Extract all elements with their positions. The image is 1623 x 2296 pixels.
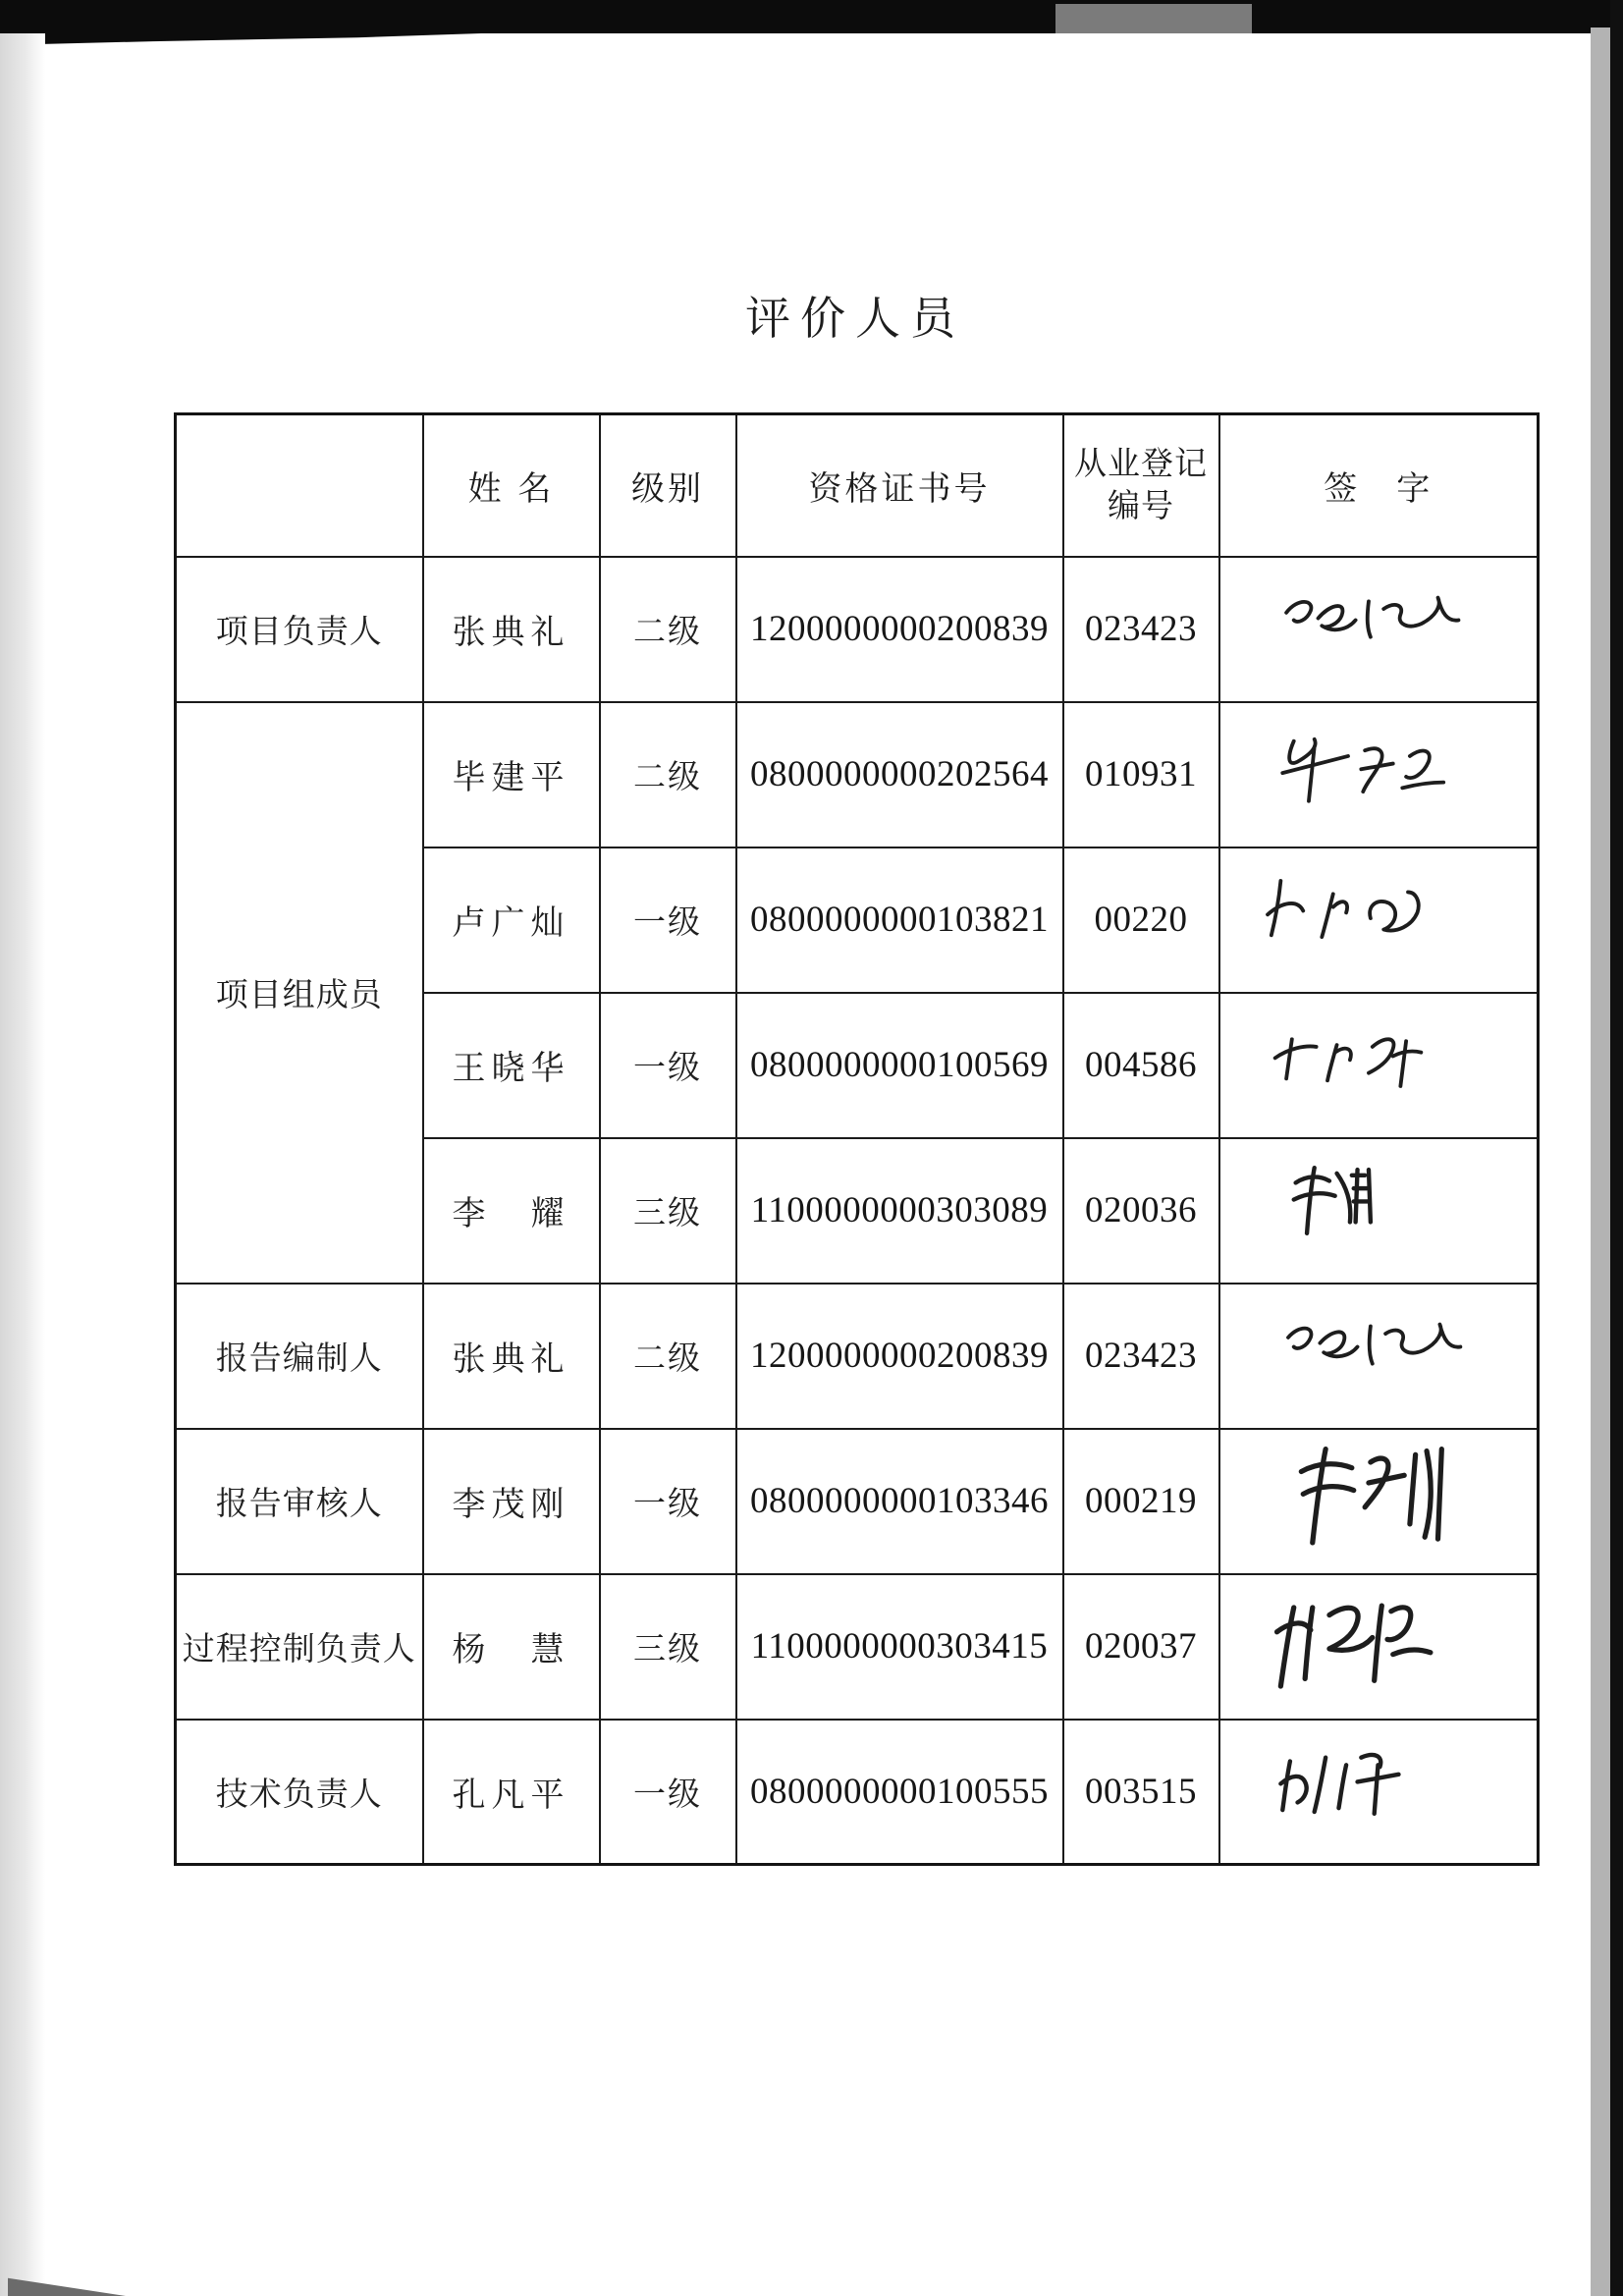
- level-cell: 二级: [600, 557, 736, 702]
- registration-cell: 003515: [1063, 1720, 1219, 1865]
- signature-cell: [1219, 1574, 1539, 1720]
- level-cell: 一级: [600, 993, 736, 1138]
- level-cell: 三级: [600, 1574, 736, 1720]
- signature-cell: [1219, 847, 1539, 993]
- scan-artifact-right-page-edge: [1591, 27, 1610, 2296]
- handwritten-signature: [1228, 999, 1528, 1132]
- name-cell: 卢广灿: [423, 847, 600, 993]
- registration-cell: 000219: [1063, 1429, 1219, 1574]
- certificate-cell: 0800000000100569: [736, 993, 1063, 1138]
- header-registration-line2: 编号: [1108, 486, 1174, 525]
- signature-stroke: [1288, 1324, 1460, 1363]
- level-cell: 一级: [600, 847, 736, 993]
- role-cell: 技术负责人: [176, 1720, 423, 1865]
- signature-cell: [1219, 1138, 1539, 1284]
- name-cell: 毕建平: [423, 702, 600, 847]
- handwritten-signature: [1228, 1144, 1528, 1278]
- signature-stroke: [1286, 597, 1458, 636]
- role-cell: 报告审核人: [176, 1429, 423, 1574]
- signature-cell: [1219, 557, 1539, 702]
- certificate-cell: 1200000000200839: [736, 557, 1063, 702]
- name-cell: 张典礼: [423, 1284, 600, 1429]
- registration-cell: 023423: [1063, 1284, 1219, 1429]
- certificate-cell: 1100000000303089: [736, 1138, 1063, 1284]
- registration-cell: 023423: [1063, 557, 1219, 702]
- table-row: [176, 1284, 1539, 1429]
- registration-cell: 010931: [1063, 702, 1219, 847]
- level-cell: 二级: [600, 1284, 736, 1429]
- signature-cell: [1219, 1429, 1539, 1574]
- name-cell: 张典礼: [423, 557, 600, 702]
- name-cell: 李 耀: [423, 1138, 600, 1284]
- registration-cell: 020036: [1063, 1138, 1219, 1284]
- scan-artifact-right-black-edge: [1610, 0, 1623, 2296]
- name-cell: 王晓华: [423, 993, 600, 1138]
- signature-stroke: [1277, 1606, 1431, 1686]
- signature-stroke: [1281, 1755, 1399, 1814]
- scan-artifact-gray-patch: [1055, 4, 1252, 33]
- header-role: [176, 414, 423, 557]
- certificate-cell: 1100000000303415: [736, 1574, 1063, 1720]
- level-cell: 二级: [600, 702, 736, 847]
- certificate-cell: 0800000000100555: [736, 1720, 1063, 1865]
- signature-stroke: [1275, 1039, 1422, 1086]
- signature-stroke: [1268, 880, 1419, 936]
- table-row: [176, 1429, 1539, 1574]
- header-level: 级别: [600, 414, 736, 557]
- page-title: 评价人员: [745, 292, 965, 345]
- registration-cell: 00220: [1063, 847, 1219, 993]
- header-registration: [1063, 414, 1219, 557]
- role-cell: 报告编制人: [176, 1284, 423, 1429]
- signature-cell: [1219, 1284, 1539, 1429]
- signature-cell: [1219, 1720, 1539, 1865]
- handwritten-signature: [1228, 563, 1528, 696]
- handwritten-signature: [1228, 1724, 1528, 1858]
- registration-cell: 004586: [1063, 993, 1219, 1138]
- header-signature: 签 字: [1219, 414, 1539, 557]
- level-cell: 三级: [600, 1138, 736, 1284]
- name-cell: 李茂刚: [423, 1429, 600, 1574]
- table-row: [176, 1574, 1539, 1720]
- header-registration-line1: 从业登记: [1074, 444, 1208, 483]
- handwritten-signature: [1228, 1580, 1528, 1714]
- signature-cell: [1219, 993, 1539, 1138]
- handwritten-signature: [1228, 1435, 1528, 1568]
- level-cell: 一级: [600, 1429, 736, 1574]
- handwritten-signature: [1228, 708, 1528, 842]
- level-cell: 一级: [600, 1720, 736, 1865]
- name-cell: 孔凡平: [423, 1720, 600, 1865]
- handwritten-signature: [1228, 1289, 1528, 1423]
- header-row: [176, 414, 1539, 557]
- header-name: 姓 名: [423, 414, 600, 557]
- table-row: [176, 702, 1539, 847]
- signature-stroke: [1294, 1168, 1371, 1233]
- registration-cell: 020037: [1063, 1574, 1219, 1720]
- table-row: [176, 557, 1539, 702]
- group-role-cell: 项目组成员: [176, 702, 423, 1284]
- signature-cell: [1219, 702, 1539, 847]
- header-certificate: 资格证书号: [736, 414, 1063, 557]
- table-row: [176, 1720, 1539, 1865]
- certificate-cell: 0800000000103821: [736, 847, 1063, 993]
- signature-stroke: [1283, 738, 1444, 800]
- signature-stroke: [1302, 1449, 1442, 1542]
- certificate-cell: 1200000000200839: [736, 1284, 1063, 1429]
- scan-artifact-top-wedge: [0, 32, 511, 45]
- role-cell: 项目负责人: [176, 557, 423, 702]
- scan-artifact-left-edge: [0, 33, 45, 2296]
- scan-artifact-top-bar: [0, 0, 1623, 33]
- handwritten-signature: [1228, 853, 1528, 987]
- role-cell: 过程控制负责人: [176, 1574, 423, 1720]
- certificate-cell: 0800000000103346: [736, 1429, 1063, 1574]
- name-cell: 杨 慧: [423, 1574, 600, 1720]
- evaluation-personnel-table: [174, 412, 1540, 1866]
- certificate-cell: 0800000000202564: [736, 702, 1063, 847]
